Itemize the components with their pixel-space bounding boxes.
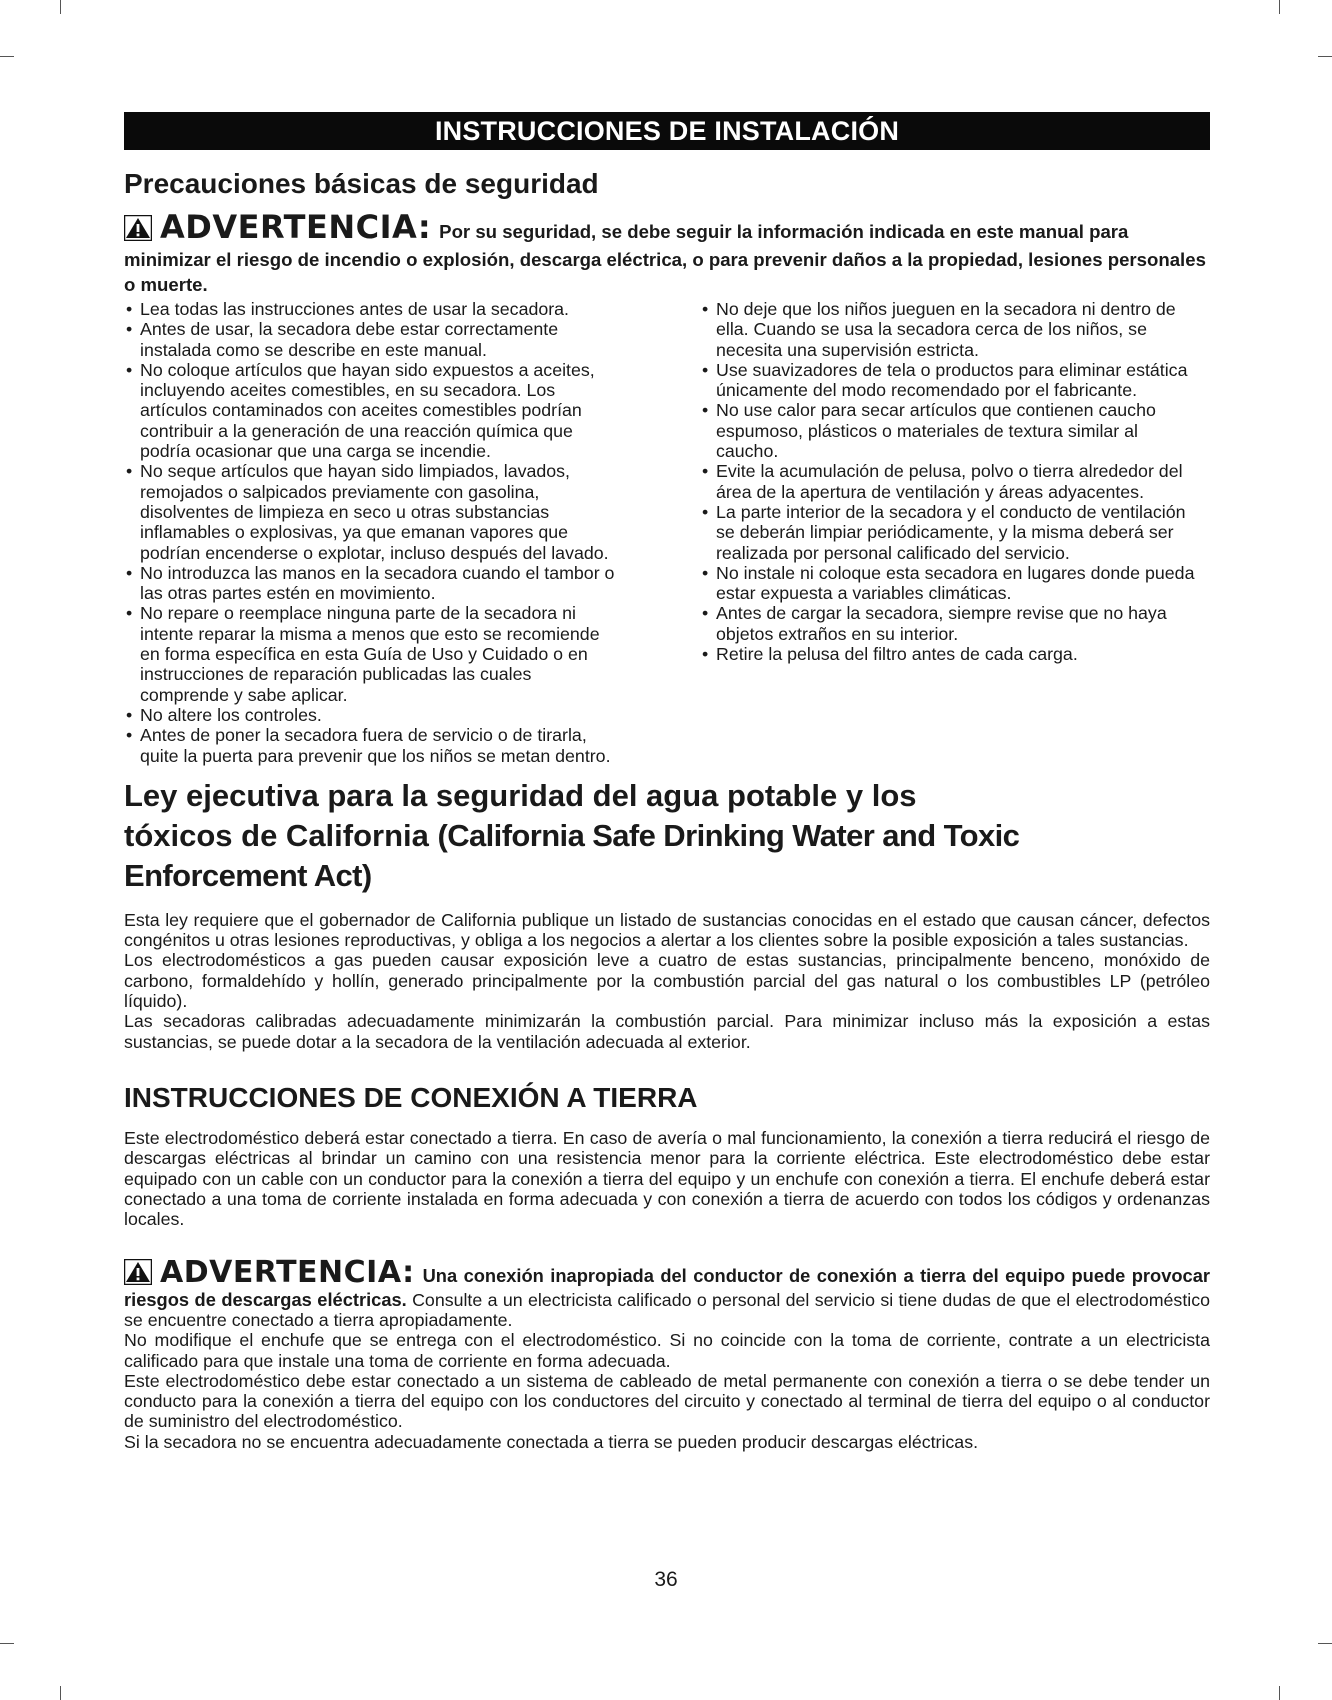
crop-mark [1279, 1686, 1280, 1700]
page-content [124, 112, 1210, 1452]
law-heading [124, 776, 1210, 896]
grounding-paragraph: No modifique el enchufe que se entrega con el electrodoméstico. Si no coincide con la toma de corriente, contrate a un electricista calificado para que instale una toma de corriente en forma adecuada. [124, 1330, 1210, 1371]
warning-triangle-icon [124, 1259, 152, 1289]
grounding-paragraph: Si la secadora no se encuentra adecuadamente conectada a tierra se pueden producir descargas eléctricas. [124, 1431, 979, 1452]
safety-left-column [124, 299, 624, 766]
law-heading-line2b: (California Safe Drinking Water and Toxic Enforcement Act) [124, 817, 1020, 893]
list-item: • No coloque artículos que hayan sido expuestos a aceites, incluyendo aceites comestibles, en su secadora. Los artículos contaminados con aceites comestibles podrían contribuir a la generación de una reacción química que podría ocasionar que una carga se incendie. [124, 360, 624, 461]
crop-mark [1279, 0, 1280, 14]
list-item: • No use calor para secar artículos que contienen caucho espumoso, plásticos o materiales de textura similar al caucho. [700, 400, 1200, 461]
grounding-heading: INSTRUCCIONES DE CONEXIÓN A TIERRA [124, 1081, 698, 1113]
law-body [124, 910, 1210, 1052]
list-item: • No altere los controles. [124, 705, 624, 725]
law-paragraph: Las secadoras calibradas adecuadamente minimizarán la combustión parcial. Para minimizar incluso más la exposición a estas sustancias, se puede dotar a la secadora de la ventilación adecuada al exterior. [124, 1011, 1210, 1052]
warning-word: ADVERTENCIA: [160, 1255, 415, 1291]
list-item: • Lea todas las instrucciones antes de usar la secadora. [124, 299, 624, 319]
warning-rest-text: Consulte a un electricista calificado o personal del servicio si tiene dudas de que el electrodoméstico se encuentre conectado a tierra apropiadamente. [124, 1289, 1210, 1330]
list-item: • No instale ni coloque esta secadora en lugares donde pueda estar expuesta a variables climáticas. [700, 563, 1200, 604]
crop-mark [0, 56, 14, 57]
safety-warning [124, 208, 1210, 297]
crop-mark [1318, 1643, 1332, 1644]
law-paragraph: Esta ley requiere que el gobernador de California publique un listado de sustancias conocidas en el estado que causan cáncer, defectos congénitos u otras lesiones reproductivas, y obliga a los negocios a alertar a los clientes sobre la posible exposición a tales sustancias. [124, 909, 1210, 951]
list-item: • Retire la pelusa del filtro antes de cada carga. [700, 644, 1200, 664]
list-item: • Antes de usar, la secadora debe estar correctamente instalada como se describe en este manual. [124, 319, 624, 360]
law-heading-line2a: tóxicos de California [124, 817, 438, 853]
grounding-warning-paragraph [124, 1255, 1210, 1330]
crop-mark [60, 0, 61, 14]
law-paragraph: Los electrodomésticos a gas pueden causar exposición leve a cuatro de estas sustancias, principalmente benceno, monóxido de carbono, formaldehído y hollín, generado principalmente por la combustión parcial del gas natural o los combustibles LP (petróleo líquido). [124, 950, 1210, 1012]
list-item: • La parte interior de la secadora y el conducto de ventilación se deberán limpiar periódicamente, y la misma deberá ser realizada por personal calificado del servicio. [700, 502, 1200, 563]
warning-bold-text: Una conexión inapropiada del conductor de conexión a tierra del equipo puede provocar riesgos de descargas eléctricas. [124, 1265, 1210, 1310]
list-item: • No seque artículos que hayan sido limpiados, lavados, remojados o salpicados previamente con gasolina, disolventes de limpieza en seco u otras substancias inflamables o explosivas, ya que emanan vapores que podrían encenderse o explotar, incluso después del lavado. [124, 461, 624, 562]
list-item: • Antes de poner la secadora fuera de servicio o de tirarla, quite la puerta para prevenir que los niños se metan dentro. [124, 725, 624, 766]
warning-text: Por su seguridad, se debe seguir la información indicada en este manual para minimizar el riesgo de incendio o explosión, descarga eléctrica, o para prevenir daños a la propiedad, lesiones personales o muerte. [124, 221, 1206, 295]
law-heading-line1: Ley ejecutiva para la seguridad del agua potable y los [124, 777, 917, 813]
section-banner: INSTRUCCIONES DE INSTALACIÓN [124, 112, 1210, 150]
safety-list-right [700, 299, 1200, 664]
list-item: • No deje que los niños jueguen en la secadora ni dentro de ella. Cuando se usa la secadora cerca de los niños, se necesita una supervisión estricta. [700, 299, 1200, 360]
list-item: • Use suavizadores de tela o productos para eliminar estática únicamente del modo recomendado por el fabricante. [700, 360, 1200, 401]
list-item: • No introduzca las manos en la secadora cuando el tambor o las otras partes estén en movimiento. [124, 563, 624, 604]
list-item: • Antes de cargar la secadora, siempre revise que no haya objetos extraños en su interior. [700, 603, 1200, 644]
crop-mark [1318, 56, 1332, 57]
safety-list-left [124, 299, 624, 766]
grounding-warning [124, 1255, 1210, 1452]
safety-heading: Precauciones básicas de seguridad [124, 168, 599, 199]
list-item: • No repare o reemplace ninguna parte de la secadora ni intente reparar la misma a menos que esto se recomiende en forma específica en esta Guía de Uso y Cuidado o en instrucciones de reparación publicadas las cuales comprende y sabe aplicar. [124, 603, 624, 704]
page-number: 36 [654, 1568, 678, 1591]
grounding-paragraph: Este electrodoméstico debe estar conectado a un sistema de cableado de metal permanente con conexión a tierra o se debe tender un conducto para la conexión a tierra del equipo con los conductores del circuito y conectado al terminal de tierra del equipo o al conductor de suministro del electrodoméstico. [124, 1370, 1210, 1432]
safety-columns [124, 299, 1210, 766]
warning-triangle-icon [124, 215, 152, 247]
safety-right-column [700, 299, 1200, 766]
list-item: • Evite la acumulación de pelusa, polvo o tierra alrededor del área de la apertura de ventilación y áreas adyacentes. [700, 461, 1200, 502]
crop-mark [60, 1686, 61, 1700]
grounding-paragraph: Este electrodoméstico deberá estar conectado a tierra. En caso de avería o mal funcionamiento, la conexión a tierra reducirá el riesgo de descargas eléctricas al brindar un camino con una resistencia menor para la corriente eléctrica. Este electrodoméstico debe estar equipado con un cable con un conductor para la conexión a tierra del equipo y un enchufe con conexión a tierra. El enchufe deberá estar conectado a una toma de corriente instalada en forma adecuada y con conexión a tierra de acuerdo con todos los códigos y ordenanzas locales. [124, 1127, 1210, 1230]
warning-word: ADVERTENCIA: [160, 208, 432, 246]
crop-mark [0, 1643, 14, 1644]
